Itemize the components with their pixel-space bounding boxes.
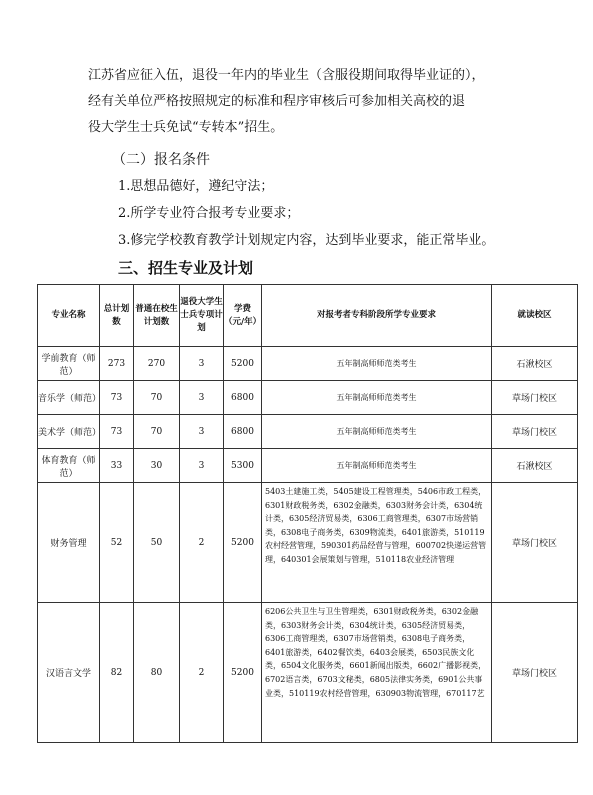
cell-campus: 石湫校区 [492, 347, 578, 381]
table-row [38, 347, 578, 381]
cell-total: 52 [100, 483, 134, 603]
condition-item: 3.修完学校教育教学计划规定内容，达到毕业要求，能正常毕业。 [118, 233, 495, 248]
header-regular: 普通在校生计划数 [134, 285, 180, 347]
enrollment-plan-table [37, 284, 578, 743]
cell-veteran: 3 [180, 347, 224, 381]
cell-total: 33 [100, 449, 134, 483]
header-campus: 就读校区 [492, 285, 578, 347]
cell-major: 财务管理 [38, 483, 100, 603]
cell-veteran: 3 [180, 449, 224, 483]
cell-regular: 270 [134, 347, 180, 381]
cell-requirement: 五年制高师师范类考生 [262, 381, 492, 415]
intro-line: 役大学生士兵免试“专转本”招生。 [88, 120, 284, 135]
cell-total: 73 [100, 415, 134, 449]
section-3-title: 三、招生专业及计划 [118, 259, 254, 277]
intro-line: 江苏省应征入伍，退役一年内的毕业生（含服役期间取得毕业证的）， [88, 68, 485, 83]
header-fee: 学费（元/年） [224, 285, 262, 347]
table-row [38, 415, 578, 449]
header-requirement: 对报考者专科阶段所学专业要求 [262, 285, 492, 347]
cell-regular: 70 [134, 415, 180, 449]
cell-fee: 5300 [224, 449, 262, 483]
header-major: 专业名称 [38, 285, 100, 347]
table-row [38, 449, 578, 483]
cell-campus: 草场门校区 [492, 603, 578, 743]
cell-major: 汉语言文学 [38, 603, 100, 743]
cell-requirement: 五年制高师师范类考生 [262, 347, 492, 381]
cell-total: 73 [100, 381, 134, 415]
cell-requirement: 五年制高师师范类考生 [262, 449, 492, 483]
cell-fee: 5200 [224, 347, 262, 381]
cell-regular: 70 [134, 381, 180, 415]
cell-fee: 5200 [224, 483, 262, 603]
header-total: 总计划数 [100, 285, 134, 347]
cell-fee: 6800 [224, 381, 262, 415]
intro-line: 经有关单位严格按照规定的标准和程序审核后可参加相关高校的退 [88, 94, 466, 109]
cell-regular: 50 [134, 483, 180, 603]
cell-requirement: 五年制高师师范类考生 [262, 415, 492, 449]
header-veteran: 退役大学生士兵专项计划 [180, 285, 224, 347]
cell-campus: 石湫校区 [492, 449, 578, 483]
cell-campus: 草场门校区 [492, 381, 578, 415]
table-row [38, 483, 578, 603]
cell-veteran: 2 [180, 603, 224, 743]
cell-total: 273 [100, 347, 134, 381]
intro-paragraph [88, 63, 528, 141]
table-header-row [38, 285, 578, 347]
cell-major: 美术学（师范） [38, 415, 100, 449]
cell-regular: 30 [134, 449, 180, 483]
cell-campus: 草场门校区 [492, 483, 578, 603]
cell-requirement: 5403土建施工类，5405建设工程管理类，5406市政工程类，6301财政税务类，6302金融类，6303财务会计类，6304统计类，6305经济贸易类，6306工商管理类，6307市场营销类，6308电子商务类，6309物流类，6401旅游类，510119农村经营管理，590301药品经营与管理，600702快递运营管理，640301会展策划与管理，510118农业经济管理 [262, 483, 492, 603]
cell-campus: 草场门校区 [492, 415, 578, 449]
cell-total: 82 [100, 603, 134, 743]
table-row [38, 603, 578, 743]
cell-major: 体育教育（师范） [38, 449, 100, 483]
cell-requirement: 6206公共卫生与卫生管理类，6301财政税务类，6302金融类，6303财务会计类，6304统计类，6305经济贸易类，6306工商管理类，6307市场营销类，6308电子商务类，6401旅游类，6402餐饮类，6403会展类，6503民族文化类，6504文化服务类，6601新闻出版类，6602广播影视类，6702语言类，6703文秘类，6805法律实务类，6901公共事业类，510119农村经营管理，630903物流管理，670117艺 [262, 603, 492, 743]
condition-item: 1.思想品德好，遵纪守法； [118, 179, 274, 194]
condition-item: 2.所学专业符合报考专业要求； [118, 206, 300, 221]
cell-fee: 6800 [224, 415, 262, 449]
cell-veteran: 3 [180, 381, 224, 415]
cell-veteran: 2 [180, 483, 224, 603]
table-row [38, 381, 578, 415]
cell-major: 音乐学（师范） [38, 381, 100, 415]
cell-veteran: 3 [180, 415, 224, 449]
section-2-title: （二）报名条件 [112, 152, 210, 168]
cell-regular: 80 [134, 603, 180, 743]
cell-major: 学前教育（师范） [38, 347, 100, 381]
cell-fee: 5200 [224, 603, 262, 743]
